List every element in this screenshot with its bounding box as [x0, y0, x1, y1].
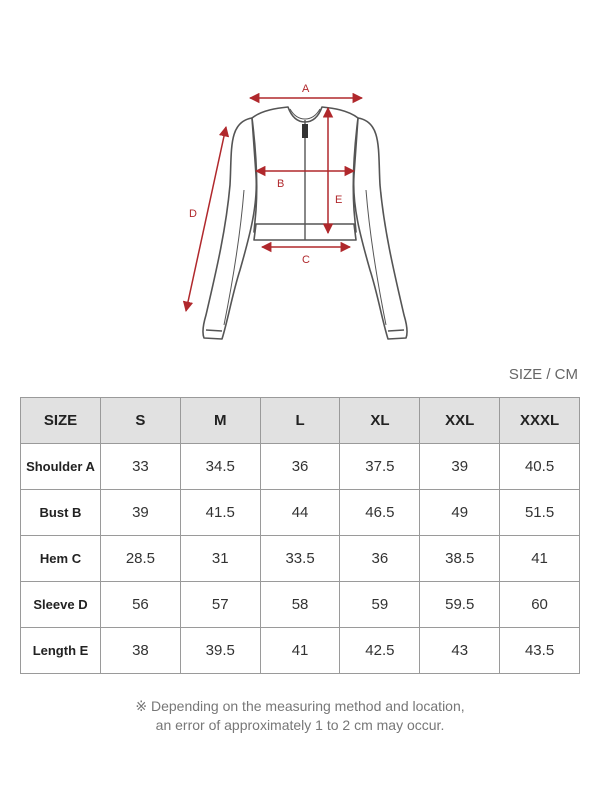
row-label: Bust B	[21, 490, 101, 536]
table-cell: 33	[101, 444, 181, 490]
row-label: Sleeve D	[21, 582, 101, 628]
label-d: D	[189, 208, 197, 220]
zipper-pull	[302, 124, 308, 138]
table-row	[21, 490, 580, 536]
table-cell: 43.5	[500, 628, 580, 674]
table-cell: 42.5	[340, 628, 420, 674]
table-cell: 31	[180, 536, 260, 582]
table-cell: 60	[500, 582, 580, 628]
table-cell: 33.5	[260, 536, 340, 582]
table-cell: 59	[340, 582, 420, 628]
garment-diagram	[0, 0, 600, 360]
table-cell: 36	[260, 444, 340, 490]
table-row	[21, 444, 580, 490]
footnote-line-1: ※ Depending on the measuring method and location,	[135, 698, 465, 714]
header-row	[21, 398, 580, 444]
header-cell: M	[180, 398, 260, 444]
table-cell: 58	[260, 582, 340, 628]
table-cell: 39	[420, 444, 500, 490]
table-cell: 59.5	[420, 582, 500, 628]
header-cell: S	[101, 398, 181, 444]
label-a: A	[302, 83, 310, 95]
table-cell: 39	[101, 490, 181, 536]
table-cell: 41	[260, 628, 340, 674]
table-cell: 57	[180, 582, 260, 628]
table-cell: 46.5	[340, 490, 420, 536]
label-b: B	[277, 178, 285, 190]
label-c: C	[302, 254, 310, 266]
table-row	[21, 628, 580, 674]
footnote	[0, 697, 600, 735]
table-cell: 43	[420, 628, 500, 674]
table-cell: 39.5	[180, 628, 260, 674]
header-cell: XXXL	[500, 398, 580, 444]
footnote-line-2: an error of approximately 1 to 2 cm may occur.	[155, 717, 445, 733]
row-label: Hem C	[21, 536, 101, 582]
table-cell: 36	[340, 536, 420, 582]
table-cell: 38.5	[420, 536, 500, 582]
table-cell: 41	[500, 536, 580, 582]
table-cell: 28.5	[101, 536, 181, 582]
label-e: E	[335, 194, 343, 206]
header-cell: XL	[340, 398, 420, 444]
table-cell: 44	[260, 490, 340, 536]
table-cell: 56	[101, 582, 181, 628]
table-cell: 37.5	[340, 444, 420, 490]
table-cell: 49	[420, 490, 500, 536]
table-cell: 51.5	[500, 490, 580, 536]
row-label: Shoulder A	[21, 444, 101, 490]
header-cell: XXL	[420, 398, 500, 444]
table-row	[21, 582, 580, 628]
table-cell: 40.5	[500, 444, 580, 490]
header-cell: SIZE	[21, 398, 101, 444]
table-cell: 38	[101, 628, 181, 674]
table-cell: 41.5	[180, 490, 260, 536]
table-cell: 34.5	[180, 444, 260, 490]
unit-note: SIZE / CM	[508, 366, 578, 383]
header-cell: L	[260, 398, 340, 444]
row-label: Length E	[21, 628, 101, 674]
table-row	[21, 536, 580, 582]
size-table	[20, 397, 580, 674]
